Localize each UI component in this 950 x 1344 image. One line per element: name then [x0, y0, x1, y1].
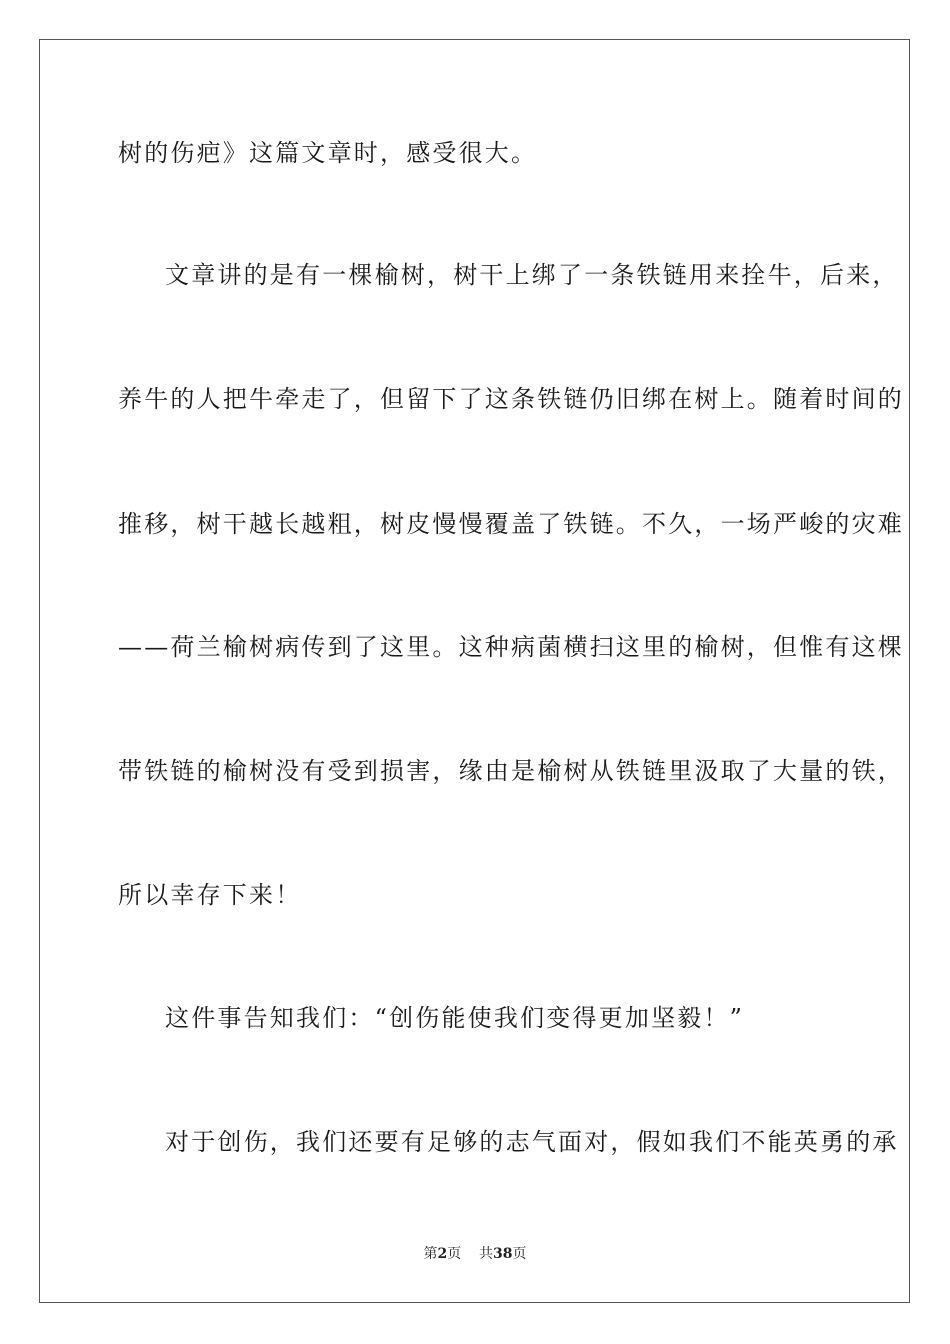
text-line-8: 这件事告知我们：“创伤能使我们变得更加坚毅！”	[165, 1004, 745, 1032]
total-suffix: 页	[512, 1246, 527, 1262]
page-suffix: 页	[447, 1246, 462, 1262]
text-line-3: 养牛的人把牛牵走了，但留下了这条铁链仍旧绑在树上。随着时间的	[118, 385, 904, 413]
text-line-7: 所以幸存下来！	[118, 881, 302, 909]
text-line-1: 树的伤疤》这篇文章时，感受很大。	[118, 139, 538, 167]
text-line-6: 带铁链的榆树没有受到损害，缘由是榆树从铁链里汲取了大量的铁，	[118, 757, 904, 785]
total-pages: 38	[493, 1246, 513, 1262]
text-line-2: 文章讲的是有一棵榆树，树干上绑了一条铁链用来拴牛，后来，	[165, 261, 899, 289]
page-footer	[0, 1245, 950, 1263]
page-prefix: 第	[423, 1246, 438, 1262]
total-prefix: 共	[479, 1246, 494, 1262]
page-border	[39, 39, 910, 1303]
text-line-9: 对于创伤，我们还要有足够的志气面对，假如我们不能英勇的承	[165, 1128, 899, 1156]
text-line-5: ——荷兰榆树病传到了这里。这种病菌横扫这里的榆树，但惟有这棵	[118, 633, 904, 661]
text-line-4: 推移，树干越长越粗，树皮慢慢覆盖了铁链。不久，一场严峻的灾难	[118, 510, 904, 538]
page-number: 2	[437, 1246, 448, 1262]
